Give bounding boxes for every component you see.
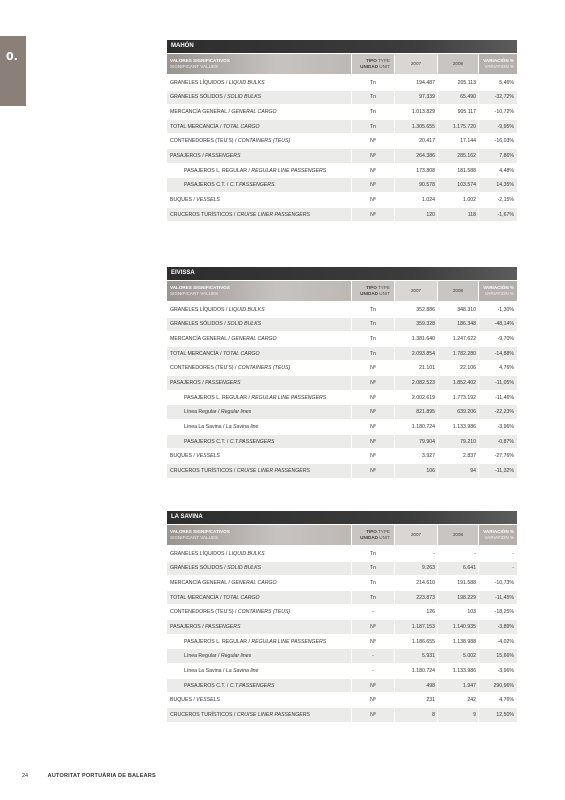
table-body (167, 76, 517, 221)
row-value-2007: 498 (395, 679, 437, 693)
chapter-tab (0, 36, 26, 106)
table-row (167, 649, 517, 663)
row-value-2007: 2.082.523 (395, 376, 437, 390)
section-table (167, 267, 517, 479)
row-value-2007: 1.187.153 (395, 620, 437, 634)
row-unit: Nº (370, 453, 376, 460)
row-value-2007: 21.101 (419, 365, 435, 372)
row-value-2008: 17.144 (460, 138, 476, 145)
row-value-2008: 65.490 (438, 91, 478, 105)
table-row (167, 576, 517, 590)
row-value-2008: 103 (467, 609, 476, 616)
table-row (167, 178, 517, 192)
table-row (167, 318, 517, 332)
header-year-2008: 2008 (438, 525, 478, 545)
table-row (167, 664, 517, 678)
row-value-2008: 181.588 (457, 167, 476, 174)
row-variation: 5,46% (499, 79, 514, 86)
row-unit: Nº (370, 697, 376, 704)
row-variation: -14,88% (479, 347, 517, 361)
row-label: GRANELES LÍQUIDOS / LIQUID BULKS (170, 79, 265, 86)
row-value-2008: 22.106 (460, 365, 476, 372)
row-value-2008: 1.133.986 (452, 667, 476, 674)
row-variation: -27,76% (494, 453, 514, 460)
header-variation: VARIACIÓN % VARIATION % (479, 525, 517, 545)
row-value-2008: 1.947 (438, 679, 478, 693)
row-label: PASAJEROS L. REGULAR / REGULAR LINE PASSENGERS (184, 638, 327, 645)
table-row (167, 164, 517, 178)
table-row (167, 679, 517, 693)
header-values: VALORES SIGNIFICATIVOS SIGNIFICANT VALUES (167, 281, 351, 301)
table-row (167, 420, 517, 434)
section-table (167, 511, 517, 723)
row-value-2007: 90.578 (395, 178, 437, 192)
row-value-2008: 79.210 (438, 435, 478, 449)
row-label: PASAJEROS / PASSENGERS (167, 149, 351, 163)
row-variation: -0,87% (479, 435, 517, 449)
row-variation: 290,96% (479, 679, 517, 693)
row-label: PASAJEROS / PASSENGERS (167, 620, 351, 634)
row-variation: 12,50% (479, 708, 517, 722)
table-row (167, 391, 517, 405)
row-value-2008: 198.229 (438, 591, 478, 605)
row-value-2007: 20.417 (419, 138, 435, 145)
row-label: GRANELES SÓLIDOS / SOLID BULKS (167, 91, 351, 105)
row-value-2008: 1.773.192 (452, 394, 476, 401)
header-unit: TIPO TYPE UNIDAD UNIT (352, 281, 394, 301)
row-value-2008: 1.782.280 (438, 347, 478, 361)
row-value-2007: 821.895 (395, 405, 437, 419)
row-value-2007: 1.013.829 (411, 109, 435, 116)
header-year-2007: 2007 (395, 525, 437, 545)
table-row (167, 76, 517, 90)
row-value-2008: 1.140.935 (438, 620, 478, 634)
row-variation: 4,48% (499, 167, 514, 174)
table-body (167, 547, 517, 722)
row-value-2007: 264.386 (395, 149, 437, 163)
row-value-2008: 285.162 (438, 149, 478, 163)
table-row (167, 635, 517, 649)
row-label: PASAJEROS C.T. / C.T.PASSENGERS. (167, 178, 351, 192)
row-variation: 14,35% (479, 178, 517, 192)
row-label: TOTAL MERCANCÍA / TOTAL CARGO (167, 591, 351, 605)
row-value-2007: 214.610 (416, 580, 435, 587)
row-unit: - (372, 609, 374, 616)
row-label: GRANELES SÓLIDOS / SOLID BULKS (167, 318, 351, 332)
row-unit: Tn (352, 562, 394, 576)
row-unit: Nº (352, 708, 394, 722)
row-unit: Tn (369, 79, 377, 86)
row-unit: Nº (370, 196, 376, 203)
row-label: CRUCEROS TURÍSTICOS / CRUISE LINER PASSENGERS (167, 464, 351, 478)
row-unit: Nº (370, 638, 376, 645)
row-variation: -10,72% (494, 109, 514, 116)
row-value-2007: 3.927 (422, 453, 435, 460)
row-unit: Nº (352, 405, 394, 419)
table-row (167, 149, 517, 163)
row-variation: -3,89% (479, 620, 517, 634)
row-value-2008: 639.206 (438, 405, 478, 419)
table-row (167, 347, 517, 361)
row-unit: Tn (352, 591, 394, 605)
header-year-2007: 2007 (395, 281, 437, 301)
row-value-2008: 9 (438, 708, 478, 722)
row-unit: Nº (352, 435, 394, 449)
page-number: 24 (22, 773, 29, 779)
row-label: BUQUES / VESSELS (170, 453, 220, 460)
header-values: VALORES SIGNIFICATIVOS SIGNIFICANT VALUES (167, 54, 351, 74)
row-value-2007: 1.024 (422, 196, 435, 203)
table-header (167, 281, 517, 301)
table-row (167, 303, 517, 317)
row-label: CONTENEDORES (TEU'S) / CONTAINERS (TEUS) (170, 365, 291, 372)
row-label: Línea La Savina / La Savina line (184, 423, 259, 430)
row-value-2008: 905.117 (457, 109, 476, 116)
row-variation: 7,86% (479, 149, 517, 163)
row-value-2007: 126 (426, 609, 435, 616)
row-value-2007: 106 (395, 464, 437, 478)
table-row (167, 449, 517, 463)
row-value-2008: 1.133.986 (452, 423, 476, 430)
table-row (167, 562, 517, 576)
table-row (167, 376, 517, 390)
page-footer (22, 773, 156, 779)
row-value-2008: 2.837 (463, 453, 476, 460)
row-label: CRUCEROS TURÍSTICOS / CRUISE LINER PASSENGERS (167, 708, 351, 722)
row-value-2008: 1.852.402 (438, 376, 478, 390)
row-variation: -11,45% (479, 591, 517, 605)
row-variation: -4,02% (497, 638, 514, 645)
header-values: VALORES SIGNIFICATIVOS SIGNIFICANT VALUES (167, 525, 351, 545)
row-variation: -11,32% (479, 464, 517, 478)
row-label: CONTENEDORES (TEU'S) / CONTAINERS (TEUS) (170, 609, 291, 616)
row-value-2007: 1.186.655 (411, 638, 435, 645)
table-row (167, 708, 517, 722)
row-value-2008: 348.310 (457, 306, 476, 313)
table-header (167, 525, 517, 545)
row-variation: 4,76% (499, 697, 514, 704)
row-variation: -32,72% (479, 91, 517, 105)
row-unit: Nº (352, 208, 394, 222)
row-value-2008: - (474, 550, 476, 557)
row-value-2008: 205.113 (457, 79, 476, 86)
table-row (167, 620, 517, 634)
row-value-2007: 1.381.640 (411, 336, 435, 343)
table-row (167, 464, 517, 478)
row-label: PASAJEROS C.T. / C.T.PASSENGERS (167, 435, 351, 449)
row-variation: -3,96% (497, 423, 514, 430)
row-unit: Nº (352, 178, 394, 192)
row-unit: Nº (352, 376, 394, 390)
row-value-2007: 5.931 (395, 649, 437, 663)
row-value-2007: 231 (426, 697, 435, 704)
row-value-2008: 5.002 (438, 649, 478, 663)
header-variation: VARIACIÓN % VARIATION % (479, 281, 517, 301)
row-unit: Tn (369, 550, 377, 557)
row-value-2007: 352.886 (416, 306, 435, 313)
row-value-2008: 1.175.720 (438, 120, 478, 134)
row-label: BUQUES / VESSELS (170, 697, 220, 704)
row-variation: 4,76% (499, 365, 514, 372)
row-value-2007: 9.263 (395, 562, 437, 576)
table-row (167, 120, 517, 134)
row-value-2008: 1.002 (463, 196, 476, 203)
row-variation: -1,67% (479, 208, 517, 222)
row-unit: Nº (370, 423, 376, 430)
header-unit: TIPO TYPE UNIDAD UNIT (352, 525, 394, 545)
row-label: PASAJEROS / PASSENGERS (167, 376, 351, 390)
row-value-2007: 359.328 (395, 318, 437, 332)
row-variation: -2,15% (497, 196, 514, 203)
row-value-2007: 2.093.854 (395, 347, 437, 361)
row-value-2007: 79.904 (395, 435, 437, 449)
row-label: PASAJEROS L. REGULAR / REGULAR LINE PASSENGERS (184, 167, 327, 174)
table-row (167, 547, 517, 561)
table-row (167, 193, 517, 207)
section-title: LA SAVINA (167, 511, 517, 524)
row-value-2007: 173.808 (416, 167, 435, 174)
row-label: CRUCEROS TURÍSTICOS / CRUISE LINER PASSENGERS (167, 208, 351, 222)
row-value-2008: 94 (438, 464, 478, 478)
row-label: MERCANCÍA GENERAL / GENERAL CARGO (170, 580, 277, 587)
header-year-2007: 2007 (395, 54, 437, 74)
row-value-2008: 191.588 (457, 580, 476, 587)
section-table (167, 40, 517, 222)
row-value-2007: 2.002.619 (411, 394, 435, 401)
row-variation: -11,46% (495, 394, 514, 401)
table-row (167, 435, 517, 449)
row-value-2007: 120 (395, 208, 437, 222)
header-variation: VARIACIÓN % VARIATION % (479, 54, 517, 74)
row-unit: Nº (370, 138, 376, 145)
row-label: BUQUES / VESSELS (170, 196, 220, 203)
row-value-2007: 1.180.724 (411, 423, 435, 430)
row-value-2008: 6.641 (438, 562, 478, 576)
row-unit: Tn (352, 347, 394, 361)
row-label: PASAJEROS L. REGULAR / REGULAR LINE PASSENGERS (184, 394, 327, 401)
row-unit: Nº (370, 394, 376, 401)
table-row (167, 362, 517, 376)
row-variation: - (479, 562, 517, 576)
row-label: PASAJEROS C.T. / C.T.PASSENGERS (167, 679, 351, 693)
row-variation: -18,25% (494, 609, 514, 616)
row-unit: Tn (369, 306, 377, 313)
row-unit: - (352, 649, 394, 663)
section-title: MAHÓN (167, 40, 517, 53)
row-variation: -48,14% (479, 318, 517, 332)
row-value-2007: 223.873 (395, 591, 437, 605)
table-row (167, 606, 517, 620)
row-unit: Tn (352, 120, 394, 134)
row-variation: -3,96% (497, 667, 514, 674)
row-variation: -22,23% (479, 405, 517, 419)
header-year-2008: 2008 (438, 281, 478, 301)
table-row (167, 105, 517, 119)
row-unit: Tn (369, 109, 377, 116)
table-row (167, 405, 517, 419)
row-unit: - (372, 667, 374, 674)
row-unit: Nº (370, 167, 376, 174)
row-label: GRANELES LÍQUIDOS / LIQUID BULKS (170, 306, 265, 313)
row-value-2008: 118 (438, 208, 478, 222)
row-label: Línea La Savina / La Savina line (184, 667, 259, 674)
table-row (167, 91, 517, 105)
row-unit: Nº (352, 464, 394, 478)
row-value-2008: 186.348 (438, 318, 478, 332)
table-body (167, 303, 517, 478)
row-variation: - (512, 550, 514, 557)
table-row (167, 332, 517, 346)
row-label: TOTAL MERCANCÍA / TOTAL CARGO (167, 347, 351, 361)
table-row (167, 591, 517, 605)
row-label: TOTAL MERCANCÍA / TOTAL CARGO (167, 120, 351, 134)
row-value-2007: 97.339 (395, 91, 437, 105)
row-variation: -10,73% (494, 580, 514, 587)
row-label: Línea Regular / Regular lines (167, 649, 351, 663)
row-unit: Tn (352, 318, 394, 332)
row-value-2007: - (433, 550, 435, 557)
row-variation: -9,95% (479, 120, 517, 134)
row-value-2008: 1.247.622 (452, 336, 476, 343)
row-value-2008: 103.574 (438, 178, 478, 192)
row-variation: -1,30% (497, 306, 514, 313)
row-label: MERCANCÍA GENERAL / GENERAL CARGO (170, 109, 277, 116)
header-unit: TIPO TYPE UNIDAD UNIT (352, 54, 394, 74)
header-year-2008: 2008 (438, 54, 478, 74)
row-label: CONTENEDORES (TEU'S) / CONTAINERS (TEUS) (170, 138, 291, 145)
row-unit: Tn (369, 580, 377, 587)
row-variation: -9,70% (497, 336, 514, 343)
row-unit: Nº (352, 149, 394, 163)
organization-name: AUTORITAT PORTUÀRIA DE BALEARS (47, 773, 156, 779)
table-row (167, 208, 517, 222)
row-label: GRANELES SÓLIDOS / SOLID BULKS (167, 562, 351, 576)
table-row (167, 135, 517, 149)
row-variation: -16,03% (494, 138, 514, 145)
row-value-2008: 242 (467, 697, 476, 704)
table-header (167, 54, 517, 74)
chapter-tab-label: 0. (6, 50, 18, 63)
row-unit: Tn (369, 336, 377, 343)
row-variation: 15,66% (479, 649, 517, 663)
row-label: Línea Regular / Regular lines (167, 405, 351, 419)
row-value-2007: 194.487 (416, 79, 435, 86)
row-value-2007: 8 (395, 708, 437, 722)
row-value-2008: 1.138.988 (452, 638, 476, 645)
row-value-2007: 1.180.724 (411, 667, 435, 674)
row-value-2007: 1.305.655 (395, 120, 437, 134)
row-unit: Nº (352, 620, 394, 634)
row-unit: Tn (352, 91, 394, 105)
row-label: GRANELES LÍQUIDOS / LIQUID BULKS (170, 550, 265, 557)
section-title: EIVISSA (167, 267, 517, 280)
row-unit: Nº (370, 365, 376, 372)
row-label: MERCANCÍA GENERAL / GENERAL CARGO (170, 336, 277, 343)
row-unit: Nº (352, 679, 394, 693)
row-variation: -11,05% (479, 376, 517, 390)
table-row (167, 693, 517, 707)
